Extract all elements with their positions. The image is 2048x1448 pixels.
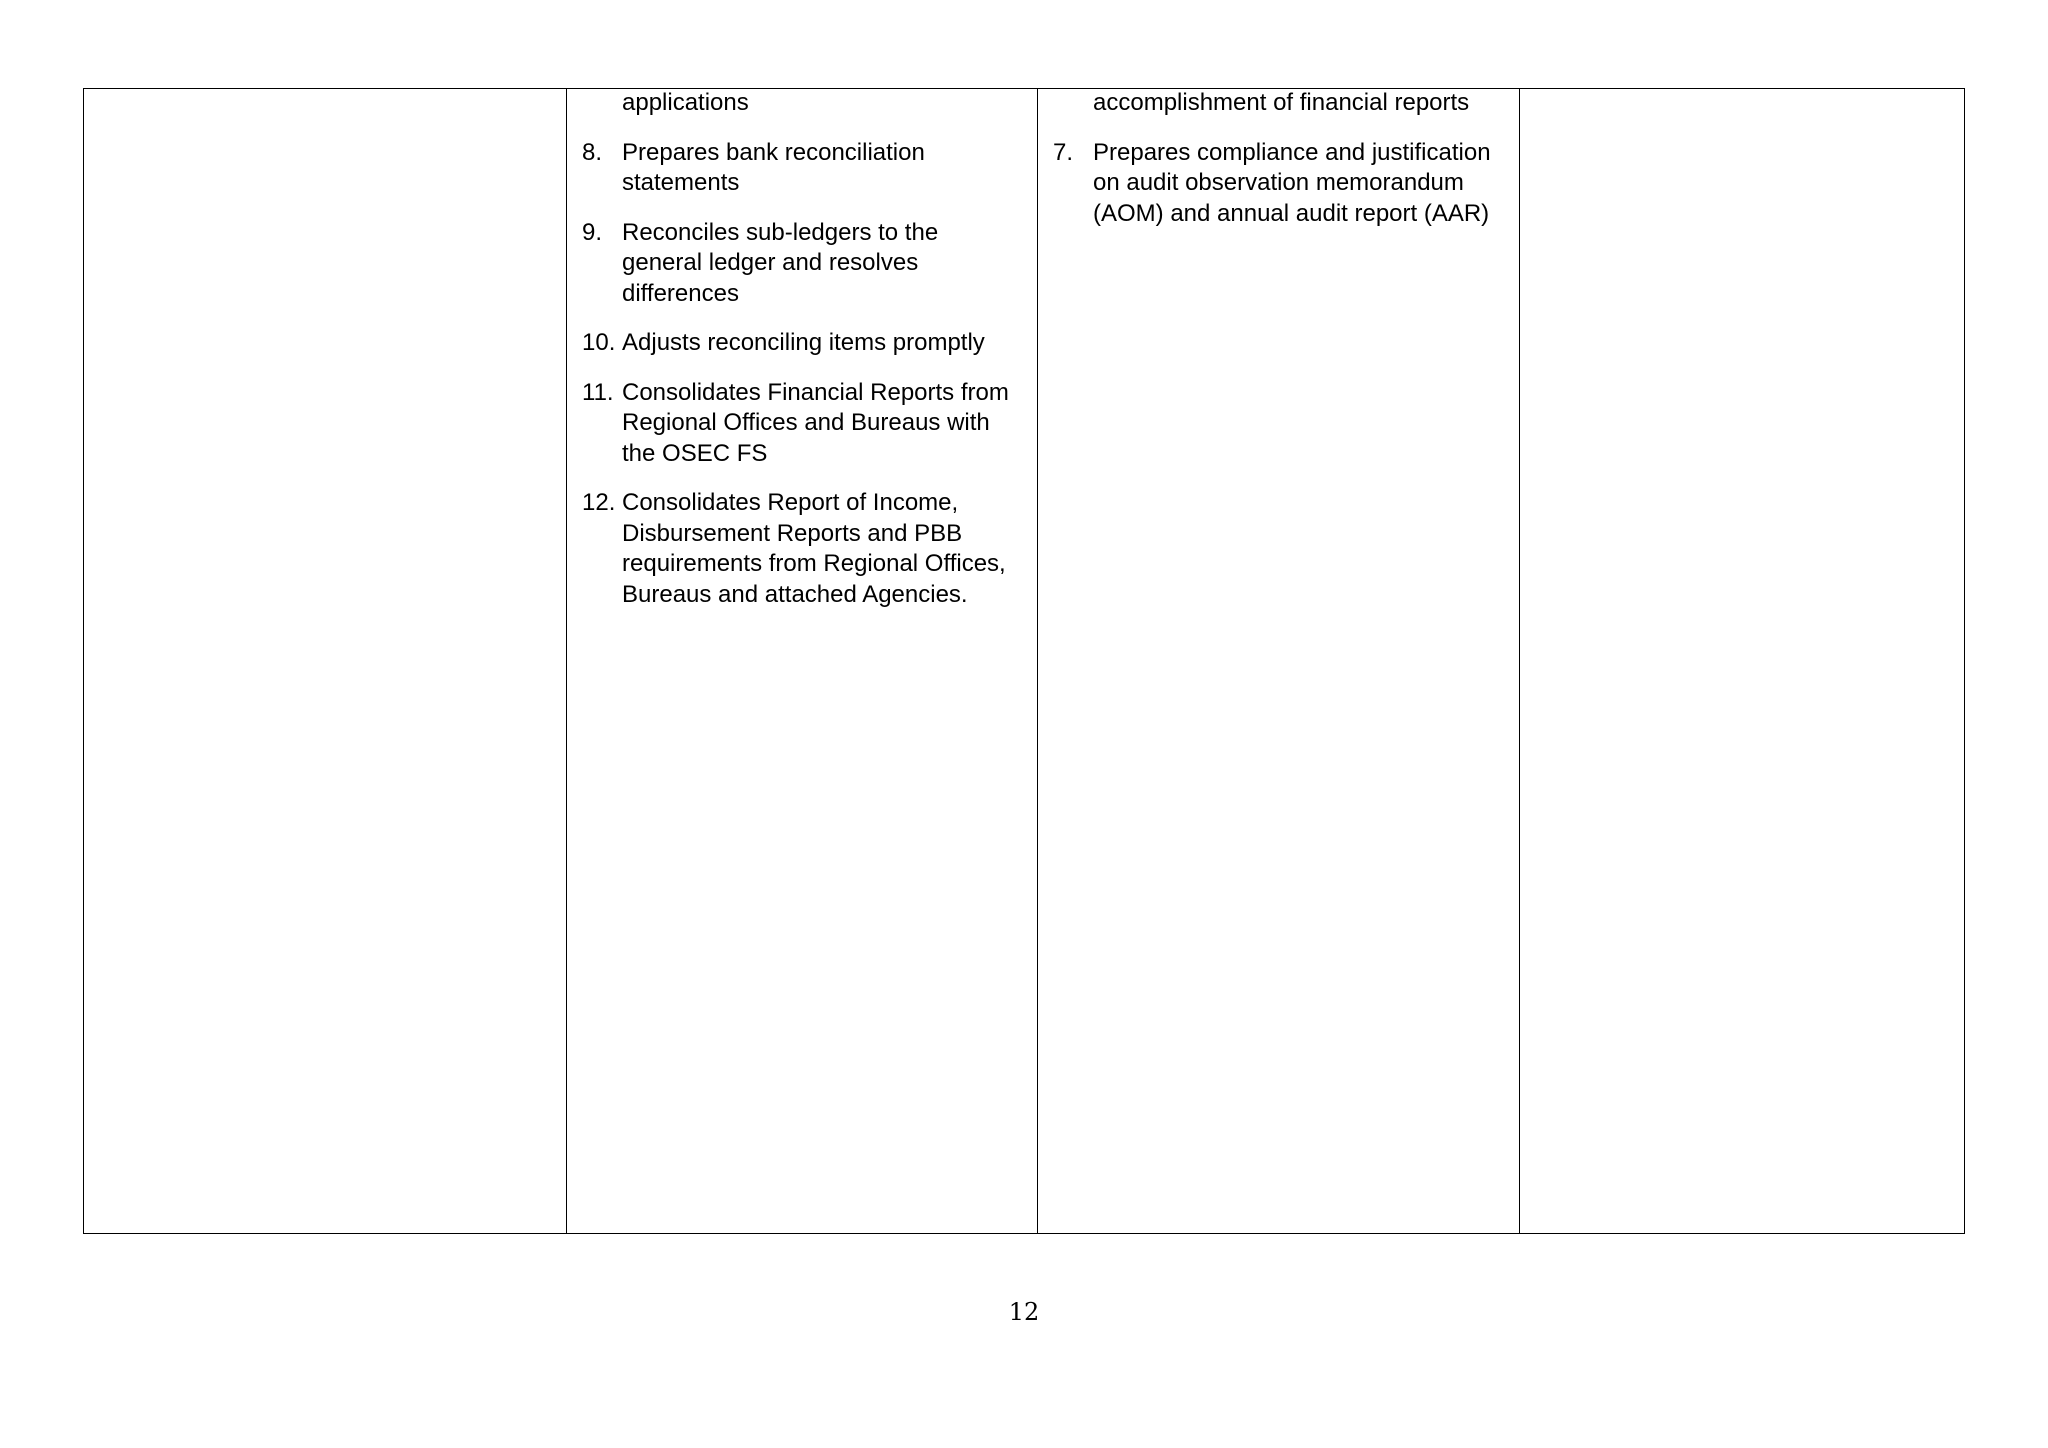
item-line: requirements from Regional Offices, — [622, 550, 1006, 577]
item-text — [622, 488, 1037, 610]
item-line: Adjusts reconciling items promptly — [622, 329, 985, 356]
item-line: Consolidates Financial Reports from — [622, 378, 1009, 406]
item-number: 10. — [582, 329, 616, 356]
list-item-9 — [582, 218, 1037, 310]
list-item-10 — [582, 328, 1037, 359]
item-number: 12. — [582, 489, 616, 516]
list-item-8 — [582, 138, 1037, 199]
item-line: Prepares compliance and justification — [1093, 138, 1491, 166]
item-line: on audit observation memorandum — [1093, 169, 1464, 196]
item-number: 11. — [582, 378, 614, 406]
item-line: Disbursement Reports and PBB — [622, 519, 963, 547]
item-line: general ledger and resolves — [622, 249, 919, 276]
item-number: 9. — [582, 218, 603, 246]
table-column-1 — [84, 89, 566, 1233]
column-2-content — [567, 89, 1037, 610]
item-line: Reconciles sub-ledgers to the — [622, 218, 939, 246]
item-line: Bureaus and attached Agencies. — [622, 580, 968, 608]
list-item-12 — [582, 488, 1037, 610]
item-line: differences — [622, 279, 739, 307]
item-number: 8. — [582, 138, 603, 166]
item-line: the OSEC FS — [622, 439, 768, 467]
list-item-11 — [582, 378, 1037, 470]
continued-text: accomplishment of financial reports — [1093, 89, 1470, 116]
list-item-7 — [1053, 138, 1519, 230]
table-column-3 — [1037, 89, 1519, 1233]
item-line: statements — [622, 169, 740, 196]
continued-text: applications — [622, 89, 749, 116]
document-table — [83, 88, 1965, 1234]
page-number: 12 — [1008, 1298, 1040, 1326]
item-number: 7. — [1053, 138, 1074, 166]
item-line: (AOM) and annual audit report (AAR) — [1093, 199, 1490, 227]
item-line: Consolidates Report of Income, — [622, 489, 959, 516]
item-text — [622, 328, 1037, 359]
table-column-4 — [1519, 89, 1964, 1233]
item-line: Prepares bank reconciliation — [622, 138, 925, 166]
column-3-content — [1038, 89, 1519, 229]
item-line: Regional Offices and Bureaus with — [622, 409, 990, 436]
item-text — [1093, 138, 1519, 230]
item-text — [622, 218, 1037, 310]
item-text — [622, 138, 1037, 199]
table-column-2 — [566, 89, 1037, 1233]
item-text — [622, 378, 1037, 470]
